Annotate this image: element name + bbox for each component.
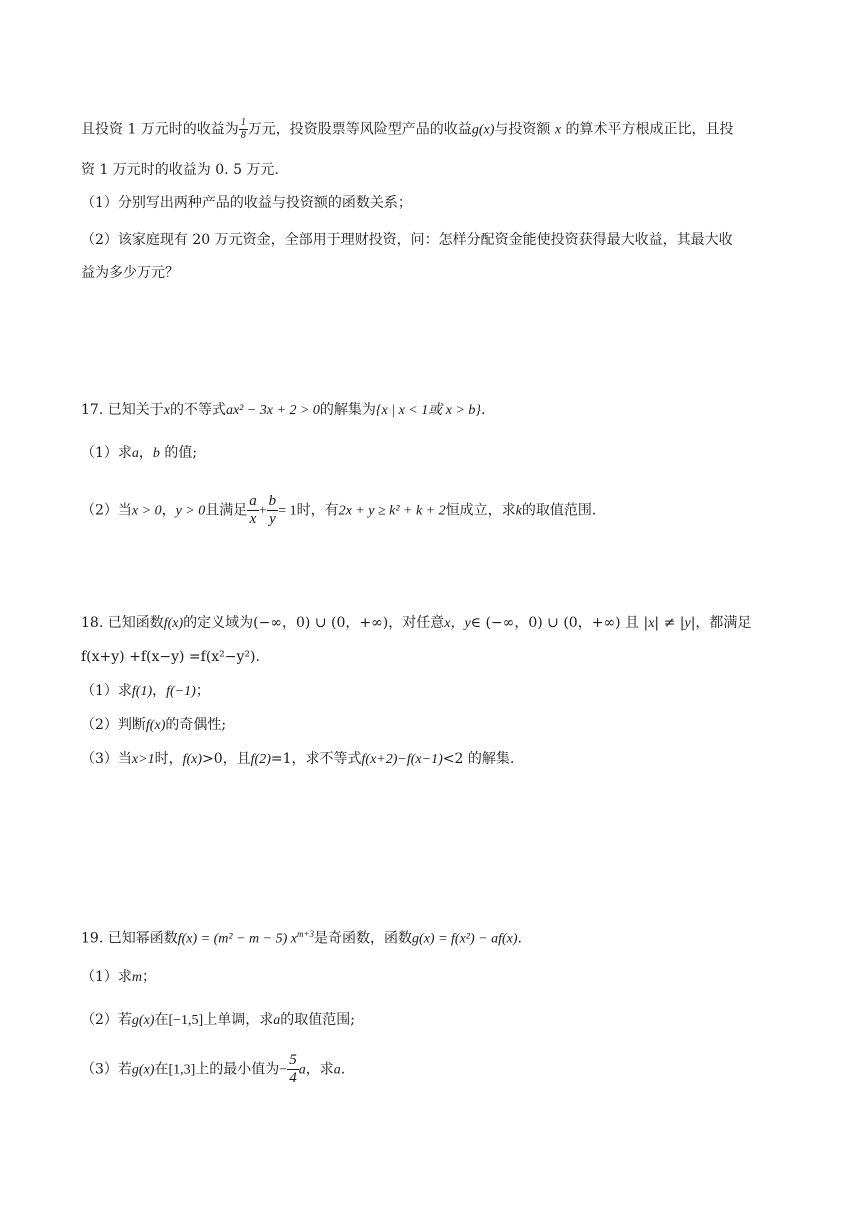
problem-18-question-2: （2）判断f(x)的奇偶性; — [81, 717, 227, 733]
solution-set: {x | x < 1或 x > b} — [375, 403, 481, 418]
problem-17-question-1: （1）求a，b 的值; — [81, 445, 198, 461]
g-function-definition: g(x) = f(x²) − af(x) — [412, 931, 518, 947]
text-segment: 万元，投资股票等风险型产品的收益 — [247, 121, 472, 138]
math-g-of-x: g(x) — [471, 122, 495, 138]
intro-question-2-line-1: （2）该家庭现有 20 万元资金，全部用于理财投资，问：怎样分配资金能使投资获得最大收益，其最大收 — [81, 232, 733, 248]
intro-line-1 — [81, 118, 733, 141]
fraction-five-fourths: $\frac{5}{4}$ — [289, 1052, 297, 1086]
power-function-definition: f(x) = (m² − m − 5) x — [177, 931, 297, 947]
text-segment: 且投资 1 万元时的收益为 — [81, 121, 239, 138]
problem-18-question-1: （1）求f(1)，f(−1)； — [81, 683, 210, 699]
math-x: x — [554, 122, 562, 138]
problem-18-stem: 18. 已知函数f(x)的定义域为(−∞，0) ∪ (0，+∞)，对任意x，y∈ (−∞，0) ∪ (0，+∞) 且 |x| ≠ |y|，都满足 — [81, 615, 752, 631]
problem-19-question-1: （1）求m； — [81, 969, 157, 985]
text-segment: 与投资额 — [494, 121, 555, 138]
text-segment: 的算术平方根成正比，且投 — [561, 121, 734, 138]
intro-question-2-line-2: 益为多少万元？ — [81, 265, 179, 281]
fraction-b-over-y: $\frac{b}{y}$ — [268, 493, 277, 527]
inequality: ax² − 3x + 2 > 0 — [225, 403, 320, 418]
problem-19-question-3: （3）若g(x)在[1,3]上的最小值为− $\frac{5}{4}$ a，求a. — [81, 1052, 346, 1086]
problem-17-stem: 17. 已知关于x的不等式ax² − 3x + 2 > 0的解集为{x | x < 1或 x > b}. — [81, 402, 486, 418]
fraction-a-over-x: $\frac{a}{x}$ — [249, 493, 257, 527]
problem-17-question-2: （2）当x > 0，y > 0且满足 $\frac{a}{x}$ + $\frac{b}{y}$ = 1时，有2x + y ≥ k² + k + 2恒成立，求k的取值范围. — [81, 493, 597, 527]
problem-18-question-3: （3）当x>1时，f(x)>0，且f(2)=1，求不等式f(x+2)−f(x−1)<2 的解集. — [81, 751, 515, 767]
exponent: m+3 — [296, 929, 315, 939]
problem-19-question-2: （2）若g(x)在[−1,5]上单调，求a的取值范围; — [81, 1012, 355, 1028]
intro-line-2: 资 1 万元时的收益为 0. 5 万元. — [81, 162, 279, 178]
problem-19-stem: 19. 已知幂函数f(x) = (m² − m − 5) $x^{m+3}$是奇函数，函数g(x) = f(x²) − af(x). — [81, 929, 522, 947]
intro-question-1: （1）分别写出两种产品的收益与投资额的函数关系； — [81, 195, 412, 211]
problem-18-equation: f(x+y) +f(x−y) =f(x²−y²). — [81, 649, 260, 665]
fraction-one-eighth: $\frac{1}{8}$ — [240, 117, 246, 141]
